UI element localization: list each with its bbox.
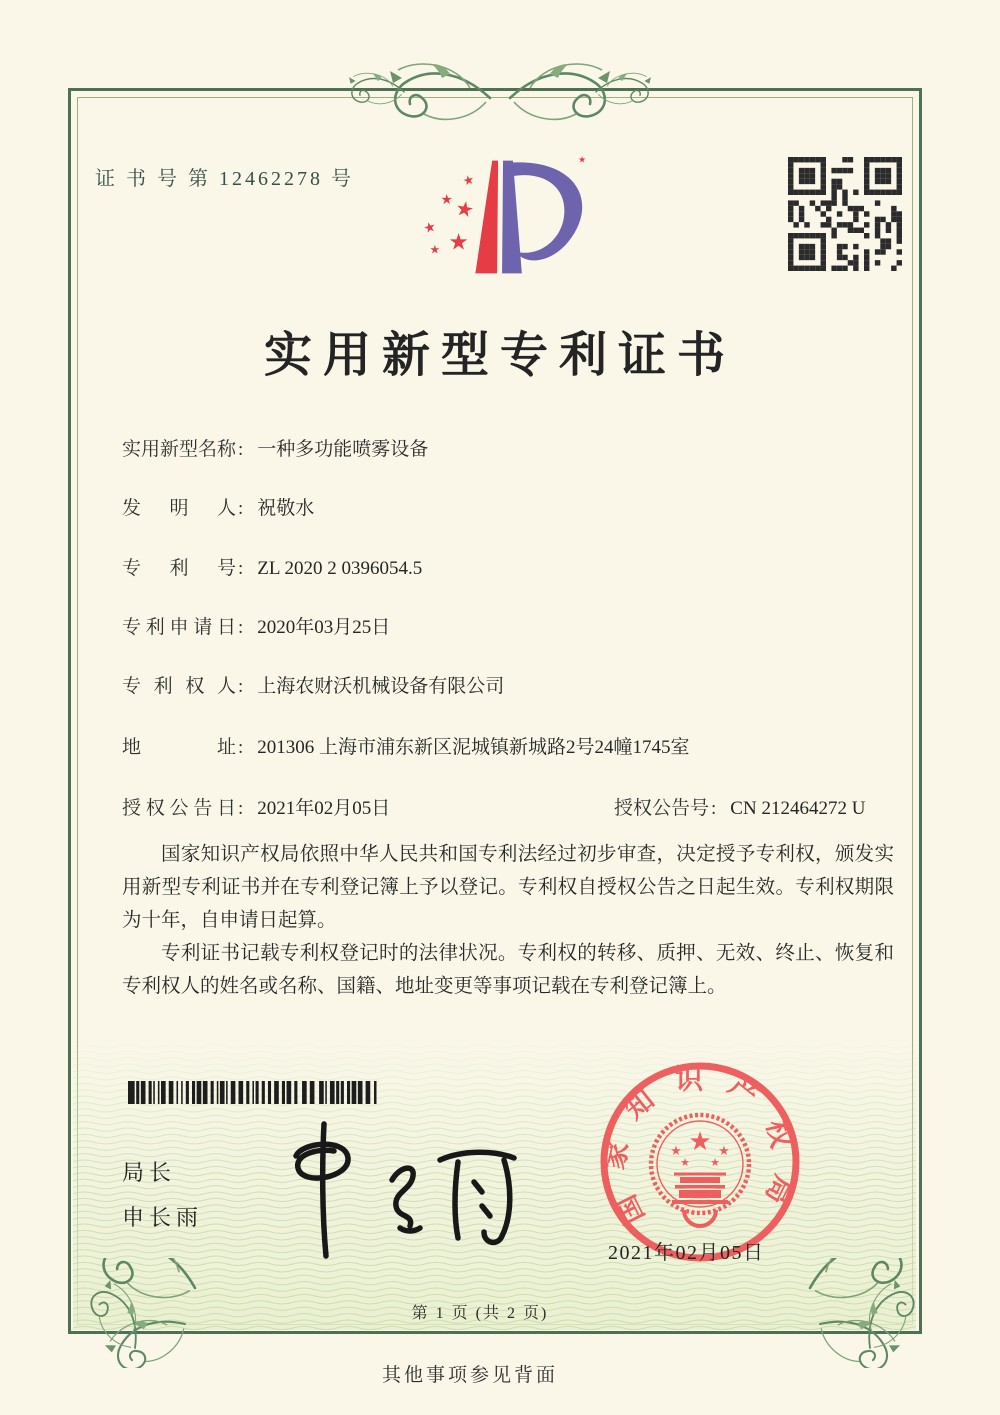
field-row-filing-date xyxy=(122,612,912,639)
field-row-address xyxy=(122,732,912,759)
field-value: ZL 2020 2 0396054.5 xyxy=(257,558,423,579)
certificate-number: 证 书 号 第 12462278 号 xyxy=(95,168,354,190)
legal-paragraph-2: 专利证书记载专利权登记时的法律状况。专利权的转移、质押、无效、终止、恢复和专利权人的姓名或名称、国籍、地址变更等事项记载在专利登记簿上。 xyxy=(122,943,894,997)
field-value: 一种多功能喷雾设备 xyxy=(257,439,429,460)
grant-no-value: CN 212464272 U xyxy=(730,798,866,819)
director-title: 局长 xyxy=(122,1160,177,1185)
field-value: 2020年03月25日 xyxy=(257,617,391,638)
national-emblem-icon xyxy=(651,1115,749,1226)
grant-date-value: 2021年02月05日 xyxy=(257,798,391,819)
svg-text:★: ★ xyxy=(578,155,587,166)
field-value: 上海农财沃机械设备有限公司 xyxy=(257,676,505,697)
field-row-name xyxy=(122,434,912,461)
dragon-ornament-icon xyxy=(320,55,680,125)
certificate-title: 实用新型专利证书 xyxy=(263,329,736,382)
svg-text:★: ★ xyxy=(429,242,441,257)
field-label: 地址 xyxy=(122,737,236,758)
field-value: 祝敬水 xyxy=(257,498,315,519)
field-label: 专利号 xyxy=(122,558,236,579)
svg-text:★: ★ xyxy=(421,218,438,238)
cnipa-logo-icon xyxy=(418,146,596,296)
svg-text:★: ★ xyxy=(670,1144,682,1159)
grant-no-group xyxy=(614,793,865,820)
field-row-inventor xyxy=(122,493,912,520)
field-colon: : xyxy=(238,798,244,819)
svg-text:★: ★ xyxy=(453,195,476,223)
svg-text:★: ★ xyxy=(710,1156,720,1169)
field-colon: : xyxy=(238,737,244,758)
grant-no-label: 授权公告号 xyxy=(614,798,710,819)
svg-text:★: ★ xyxy=(718,1144,730,1159)
legal-paragraph-1: 国家知识产权局依照中华人民共和国专利法经过初步审查，决定授予专利权，颁发实用新型专利证书并在专利登记簿上予以登记。专利权自授权公告之日起生效。专利权期限为十年，自申请日起算。 xyxy=(122,844,894,931)
field-label: 实用新型名称 xyxy=(122,439,237,460)
barcode-image xyxy=(128,1081,378,1104)
svg-text:★: ★ xyxy=(461,172,476,190)
field-colon: : xyxy=(238,498,244,519)
qr-code-image xyxy=(788,157,902,271)
svg-text:★: ★ xyxy=(680,1156,690,1169)
svg-text:★: ★ xyxy=(688,1127,712,1157)
official-seal-stamp xyxy=(596,1058,804,1266)
field-row-patent-no xyxy=(122,553,912,580)
field-colon: : xyxy=(238,439,244,460)
field-value: 201306 上海市浦东新区泥城镇新城路2号24幢1745室 xyxy=(257,737,690,758)
grant-date-label: 授权公告日 xyxy=(122,798,236,819)
page-number: 第 1 页 (共 2 页) xyxy=(411,1305,549,1322)
field-label: 发明人 xyxy=(122,498,236,519)
field-colon: : xyxy=(238,617,244,638)
director-name: 申长雨 xyxy=(122,1205,204,1230)
field-colon: : xyxy=(711,798,717,819)
field-row-grant xyxy=(122,793,912,820)
svg-text:★: ★ xyxy=(448,229,469,256)
field-label: 专利权人 xyxy=(122,676,236,697)
director-block xyxy=(122,1150,203,1240)
seal-arc-text: 国家知识产权局 xyxy=(597,1063,803,1230)
footer-note: 其他事项参见背面 xyxy=(381,1365,558,1386)
seal-date: 2021年02月05日 xyxy=(608,1242,765,1264)
field-row-patentee xyxy=(122,671,912,698)
legal-body-text xyxy=(122,838,894,1003)
field-colon: : xyxy=(238,676,244,697)
svg-text:★: ★ xyxy=(440,192,453,209)
director-signature-image xyxy=(272,1118,522,1263)
field-colon: : xyxy=(238,558,244,579)
field-label: 专利申请日 xyxy=(122,617,236,638)
